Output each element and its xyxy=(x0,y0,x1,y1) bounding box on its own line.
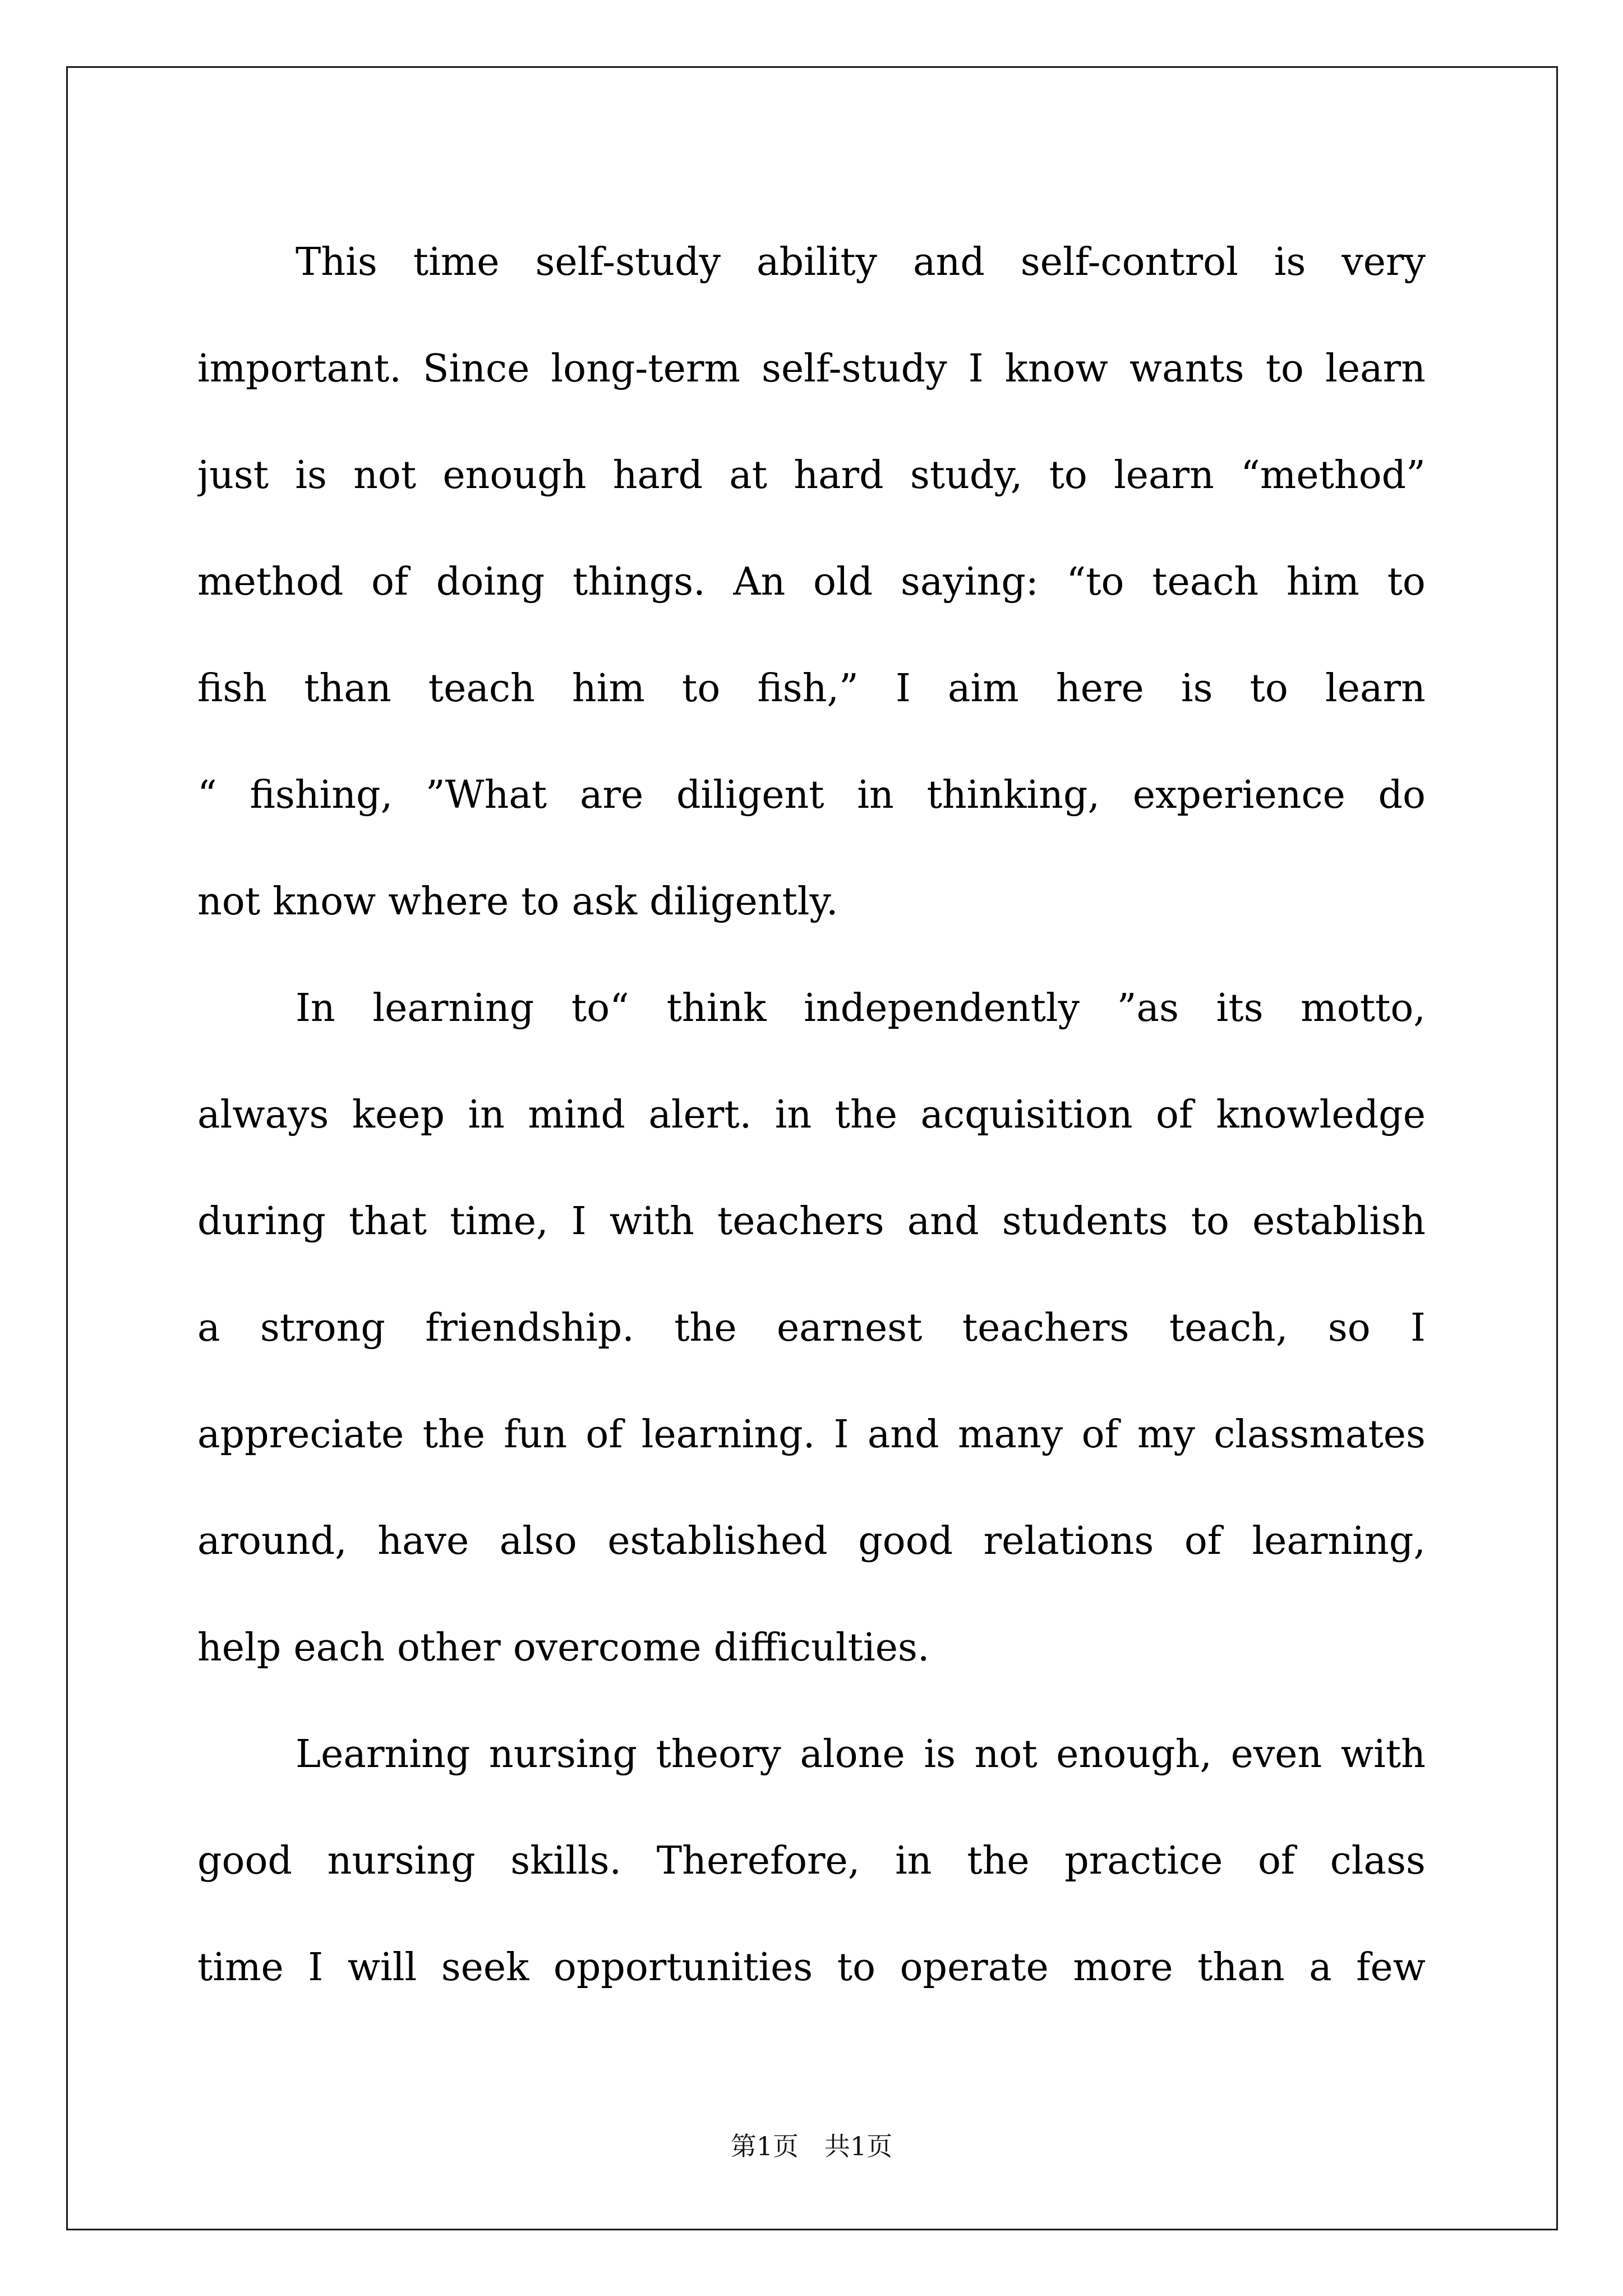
word: ”What xyxy=(425,772,547,817)
word: skills. xyxy=(510,1838,622,1883)
word: are xyxy=(579,772,644,817)
word: a xyxy=(1309,1945,1332,1990)
word: and xyxy=(913,240,985,284)
word: teach xyxy=(428,666,535,711)
text-line xyxy=(197,422,1426,528)
word: seek xyxy=(441,1945,529,1990)
word: to xyxy=(837,1945,876,1990)
word: operate xyxy=(900,1945,1049,1990)
word: learn xyxy=(1114,453,1214,498)
text-line xyxy=(197,1594,1426,1701)
word: its xyxy=(1216,986,1264,1030)
word: ”as xyxy=(1117,986,1179,1030)
word: Learning xyxy=(296,1732,471,1777)
word: to xyxy=(1049,453,1087,498)
word: An xyxy=(733,559,786,604)
text-line xyxy=(197,209,1426,315)
word: of xyxy=(371,559,409,604)
word: earnest xyxy=(776,1305,923,1350)
word: acquisition xyxy=(920,1092,1133,1137)
word: help xyxy=(197,1625,282,1670)
word: to xyxy=(521,879,560,924)
word: students xyxy=(1002,1199,1168,1244)
word: I xyxy=(308,1945,324,1990)
word: even xyxy=(1230,1732,1322,1777)
word: nursing xyxy=(327,1838,476,1883)
word: motto, xyxy=(1301,986,1426,1030)
word: will xyxy=(347,1945,417,1990)
word: self-study xyxy=(762,346,947,391)
word: ability xyxy=(757,240,878,284)
word: to xyxy=(1191,1199,1229,1244)
word: teachers xyxy=(962,1305,1129,1350)
word: learning. xyxy=(641,1412,815,1457)
word: in xyxy=(468,1092,505,1137)
word: practice xyxy=(1064,1838,1223,1883)
word: of xyxy=(1184,1519,1221,1563)
word: in xyxy=(774,1092,812,1137)
word: to xyxy=(1265,346,1304,391)
text-line xyxy=(197,1274,1426,1381)
text-line xyxy=(197,1701,1426,1807)
word: in xyxy=(895,1838,932,1883)
word: always xyxy=(197,1092,329,1137)
word: Since xyxy=(422,346,530,391)
word: difficulties. xyxy=(713,1625,930,1670)
word: do xyxy=(1378,772,1426,817)
word: to xyxy=(1387,559,1426,604)
word: time xyxy=(197,1945,284,1990)
word: him xyxy=(1286,559,1359,604)
word: old xyxy=(813,559,873,604)
word: method xyxy=(197,559,344,604)
word: fishing, xyxy=(250,772,393,817)
word: important. xyxy=(197,346,402,391)
word: friendship. xyxy=(425,1305,634,1350)
word: enough xyxy=(442,453,587,498)
word: think xyxy=(666,986,767,1030)
word: learn xyxy=(1325,346,1426,391)
word: aim xyxy=(948,666,1019,711)
word: mind xyxy=(528,1092,625,1137)
word: I xyxy=(968,346,984,391)
word: appreciate xyxy=(197,1412,404,1457)
word: In xyxy=(296,986,335,1030)
word: of xyxy=(1156,1092,1193,1137)
word: good xyxy=(858,1519,953,1563)
word: have xyxy=(377,1519,469,1563)
text-line xyxy=(197,1914,1426,2021)
word: nursing xyxy=(488,1732,637,1777)
word: my xyxy=(1137,1412,1195,1457)
word: good xyxy=(197,1838,292,1883)
word: study, xyxy=(910,453,1023,498)
text-line xyxy=(197,742,1426,848)
word: to xyxy=(682,666,721,711)
word: enough, xyxy=(1056,1732,1212,1777)
word: things. xyxy=(573,559,706,604)
word: Therefore, xyxy=(656,1838,860,1883)
word: hard xyxy=(794,453,884,498)
word: experience xyxy=(1132,772,1345,817)
word: in xyxy=(857,772,894,817)
word: establish xyxy=(1252,1199,1426,1244)
word: theory xyxy=(656,1732,781,1777)
word: the xyxy=(834,1092,898,1137)
word: saying: xyxy=(900,559,1039,604)
word: fish xyxy=(197,666,268,711)
word: also xyxy=(499,1519,577,1563)
word: learning, xyxy=(1252,1519,1426,1563)
word: class xyxy=(1330,1838,1426,1883)
page-footer: 第1页 共1页 xyxy=(730,2131,893,2161)
word: that xyxy=(349,1199,427,1244)
text-line xyxy=(197,1488,1426,1594)
word: learn xyxy=(1325,666,1426,711)
word: know xyxy=(1004,346,1108,391)
word: time xyxy=(413,240,500,284)
word: of xyxy=(1081,1412,1119,1457)
text-line xyxy=(197,1381,1426,1488)
word: self-control xyxy=(1020,240,1238,284)
word: than xyxy=(304,666,391,711)
word: wants xyxy=(1129,346,1244,391)
word: fish,” xyxy=(757,666,859,711)
word: opportunities xyxy=(553,1945,813,1990)
word: more xyxy=(1073,1945,1173,1990)
word: a xyxy=(197,1305,220,1350)
word: around, xyxy=(197,1519,347,1563)
word: hard xyxy=(612,453,703,498)
word: thinking, xyxy=(926,772,1100,817)
word: I xyxy=(1410,1305,1426,1350)
word: of xyxy=(1257,1838,1295,1883)
word: long-term xyxy=(551,346,740,391)
word: is xyxy=(295,453,327,498)
text-line xyxy=(197,528,1426,635)
text-line xyxy=(197,1168,1426,1274)
word: many xyxy=(958,1412,1063,1457)
word: here xyxy=(1055,666,1144,711)
word: alert. xyxy=(648,1092,752,1137)
word: each xyxy=(293,1625,385,1670)
word: “method” xyxy=(1241,453,1426,498)
text-line xyxy=(197,1807,1426,1914)
word: the xyxy=(674,1305,737,1350)
word: classmates xyxy=(1214,1412,1426,1457)
word: to“ xyxy=(571,986,629,1030)
word: strong xyxy=(260,1305,385,1350)
word: know xyxy=(273,879,376,924)
word: diligently. xyxy=(649,879,838,924)
word: is xyxy=(1274,240,1306,284)
word: not xyxy=(974,1732,1038,1777)
word: ask xyxy=(571,879,638,924)
word: him xyxy=(571,666,645,711)
word: This xyxy=(296,240,377,284)
word: “to xyxy=(1066,559,1124,604)
word: just xyxy=(197,453,269,498)
text-line xyxy=(197,635,1426,742)
word: is xyxy=(1181,666,1213,711)
word: overcome xyxy=(513,1625,702,1670)
word: self-study xyxy=(535,240,721,284)
word: during xyxy=(197,1199,326,1244)
word: relations xyxy=(983,1519,1154,1563)
word: alone xyxy=(800,1732,905,1777)
word: knowledge xyxy=(1216,1092,1426,1137)
word: I xyxy=(833,1412,849,1457)
word: not xyxy=(353,453,417,498)
word: the xyxy=(967,1838,1030,1883)
word: not xyxy=(197,879,261,924)
word: doing xyxy=(436,559,545,604)
text-line xyxy=(197,315,1426,422)
word: with xyxy=(609,1199,694,1244)
word: so xyxy=(1327,1305,1371,1350)
word: teachers xyxy=(717,1199,884,1244)
word: than xyxy=(1197,1945,1285,1990)
word: to xyxy=(1249,666,1288,711)
word: independently xyxy=(804,986,1080,1030)
word: very xyxy=(1341,240,1426,284)
word: few xyxy=(1356,1945,1426,1990)
word: learning xyxy=(372,986,534,1030)
word: and xyxy=(867,1412,939,1457)
word: and xyxy=(907,1199,979,1244)
word: I xyxy=(571,1199,587,1244)
word: where xyxy=(388,879,509,924)
text-line xyxy=(197,1061,1426,1168)
word: teach xyxy=(1152,559,1259,604)
word: with xyxy=(1340,1732,1426,1777)
word: established xyxy=(607,1519,828,1563)
word: is xyxy=(924,1732,956,1777)
word: diligent xyxy=(676,772,824,817)
word: of xyxy=(585,1412,623,1457)
word: at xyxy=(729,453,768,498)
word: other xyxy=(397,1625,501,1670)
word: teach, xyxy=(1169,1305,1288,1350)
word: I xyxy=(896,666,911,711)
word: fun xyxy=(504,1412,568,1457)
word: the xyxy=(422,1412,485,1457)
word: “ xyxy=(197,772,217,817)
document-body xyxy=(197,209,1426,2021)
word: time, xyxy=(450,1199,548,1244)
text-line xyxy=(197,848,1426,955)
word: keep xyxy=(352,1092,445,1137)
text-line xyxy=(197,955,1426,1061)
